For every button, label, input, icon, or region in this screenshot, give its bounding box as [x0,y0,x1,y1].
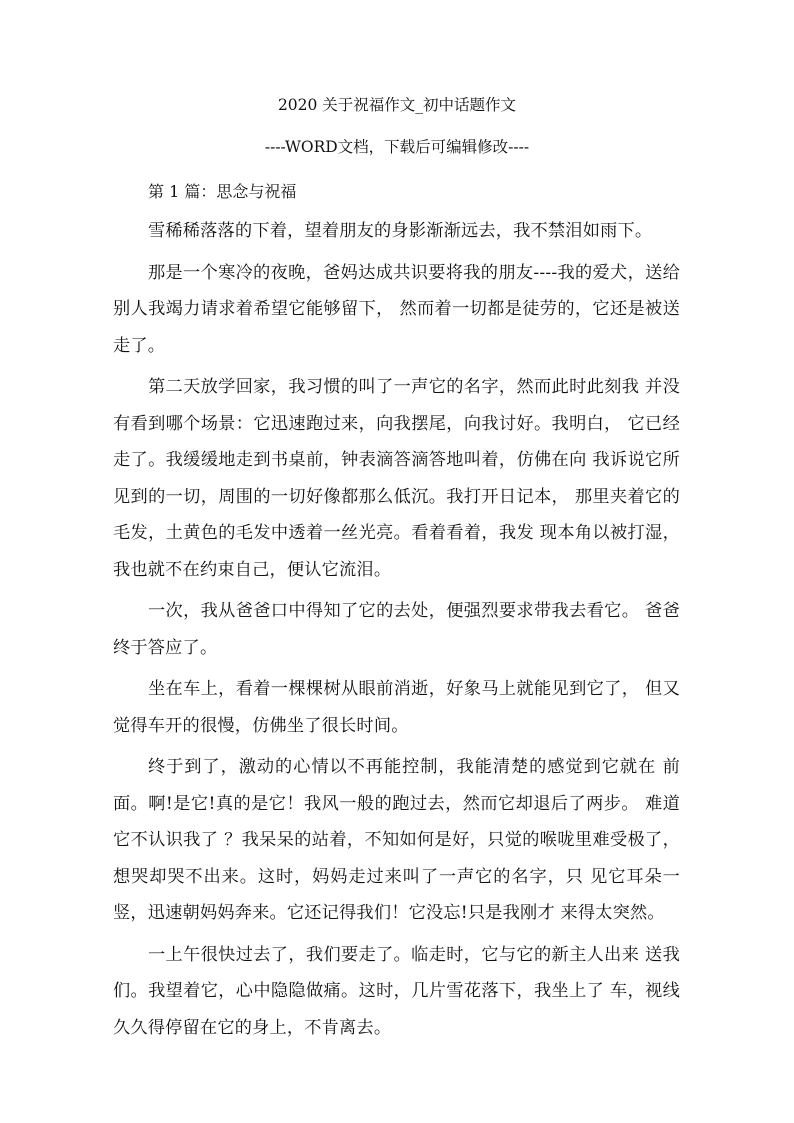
paragraph: 那是一个寒冷的夜晚，爸妈达成共识要将我的朋友----我的爱犬，送给别人我竭力请求着希望它能够留下， 然而着一切都是徒劳的，它还是被送走了。 [113,262,680,356]
paragraph: 终于到了，激动的心情以不再能控制，我能清楚的感觉到它就在 前面。啊!是它!真的是它！我风一般的跑过去，然而它却退后了两步。 难道它不认识我了 ？我呆呆的站着，不知如何是好，只觉的喉咙里难受极了，想哭却哭不出来。这时，妈妈走过来叫了一声它的名字，只 见它耳朵一竖，迅速朝妈妈奔来。它还记得我们！它没忘!只是我刚才 来得太突然。 [113,757,680,923]
paragraph: 一上午很快过去了，我们要走了。临走时，它与它的新主人出来 送我们。我望着它，心中隐隐做痛。这时，几片雪花落下，我坐上了 车，视线久久得停留在它的身上，不肯离去。 [113,944,680,1038]
chapter-heading: 第 1 篇：思念与祝福 [148,182,297,201]
paragraph: 第二天放学回家，我习惯的叫了一声它的名字，然而此时此刻我 并没有看到哪个场景：它迅速跑过来，向我摆尾，向我讨好。我明白， 它已经走了。我缓缓地走到书桌前，钟表滴答滴答地叫着，仿佛在向 我诉说它所见到的一切，周围的一切好像都那么低沉。我打开日记本， 那里夹着它的毛发，土黄色的毛发中透着一丝光亮。看着看着，我发 现本角以被打湿，我也就不在约束自己，便认它流泪。 [113,377,680,580]
paragraph: 坐在车上，看着一棵棵树从眼前消逝，好象马上就能见到它了， 但又觉得车开的很慢，仿佛坐了很长时间。 [113,679,680,736]
document-title: 2020 关于祝福作文_初中话题作文 [277,96,517,114]
document-body [113,176,680,1051]
paragraph: 雪稀稀落落的下着，望着朋友的身影渐渐远去，我不禁泪如雨下。 [148,221,653,241]
document-subtitle: ----WORD文档，下载后可编辑修改---- [264,138,530,156]
paragraph: 一次，我从爸爸口中得知了它的去处，便强烈要求带我去看它。 爸爸终于答应了。 [113,601,680,658]
